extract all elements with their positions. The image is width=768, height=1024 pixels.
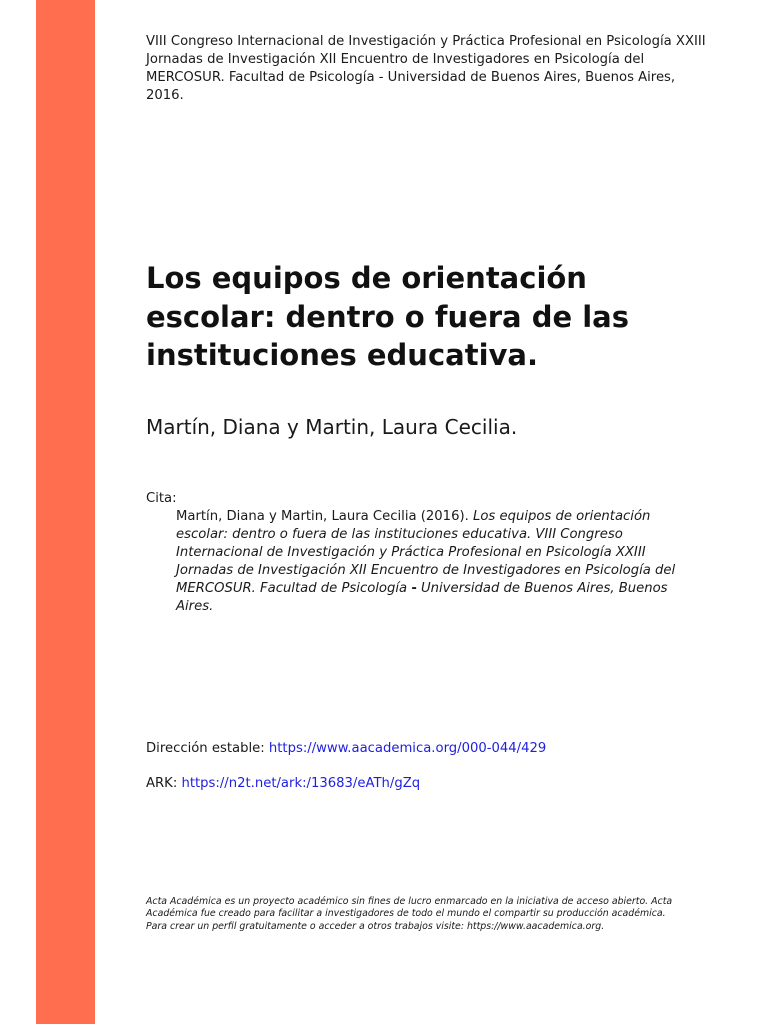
stable-address xyxy=(146,740,546,758)
footer-note: Acta Académica es un proyecto académico sin fines de lucro enmarcado en la iniciativa de acceso abierto. Acta Académica fue creado para facilitar a investigadores de todo el mundo el compartir su producción académica. Para crear un perfil gratuitamente o acceder a otros trabajos visite: https://www.aacademica.org. xyxy=(146,896,673,932)
document-authors: Martín, Diana y Martin, Laura Cecilia. xyxy=(146,415,518,439)
event-header: VIII Congreso Internacional de Investigación y Práctica Profesional en Psicología XXIII Jornadas de Investigación XII Encuentro de Investigadores en Psicología del MERCOSUR. Facultad de Psicología - Universidad de Buenos Aires, Buenos Aires, 2016. xyxy=(146,34,706,103)
stable-address-link[interactable]: https://www.aacademica.org/000-044/429 xyxy=(268,741,547,756)
side-color-band xyxy=(36,0,95,1024)
citation-text xyxy=(176,508,706,616)
citation-title-italic: Los equipos de orientación escolar: dentro o fuera de las instituciones educativa. VIII Congreso Internacional de Investigación y Práctica Profesional en Psicología XXIII Jornadas de Investigación XII Encuentro de Investigadores en Psicología del MERCOSUR. Facultad de Psicología xyxy=(176,509,676,596)
citation-label: Cita: xyxy=(146,491,177,506)
ark-link[interactable]: https://n2t.net/ark:/13683/eATh/gZq xyxy=(181,776,421,791)
stable-address-label: Dirección estable: xyxy=(146,741,269,756)
citation-dash: - xyxy=(411,581,417,596)
citation-publisher-italic: Universidad de Buenos Aires, Buenos Aires. xyxy=(176,581,668,614)
citation-author-year: Martín, Diana y Martin, Laura Cecilia (2016). xyxy=(176,509,473,524)
ark-identifier xyxy=(146,775,420,793)
ark-label: ARK: xyxy=(146,776,182,791)
document-title: Los equipos de orientación escolar: dentro o fuera de las instituciones educativa. xyxy=(146,261,630,372)
